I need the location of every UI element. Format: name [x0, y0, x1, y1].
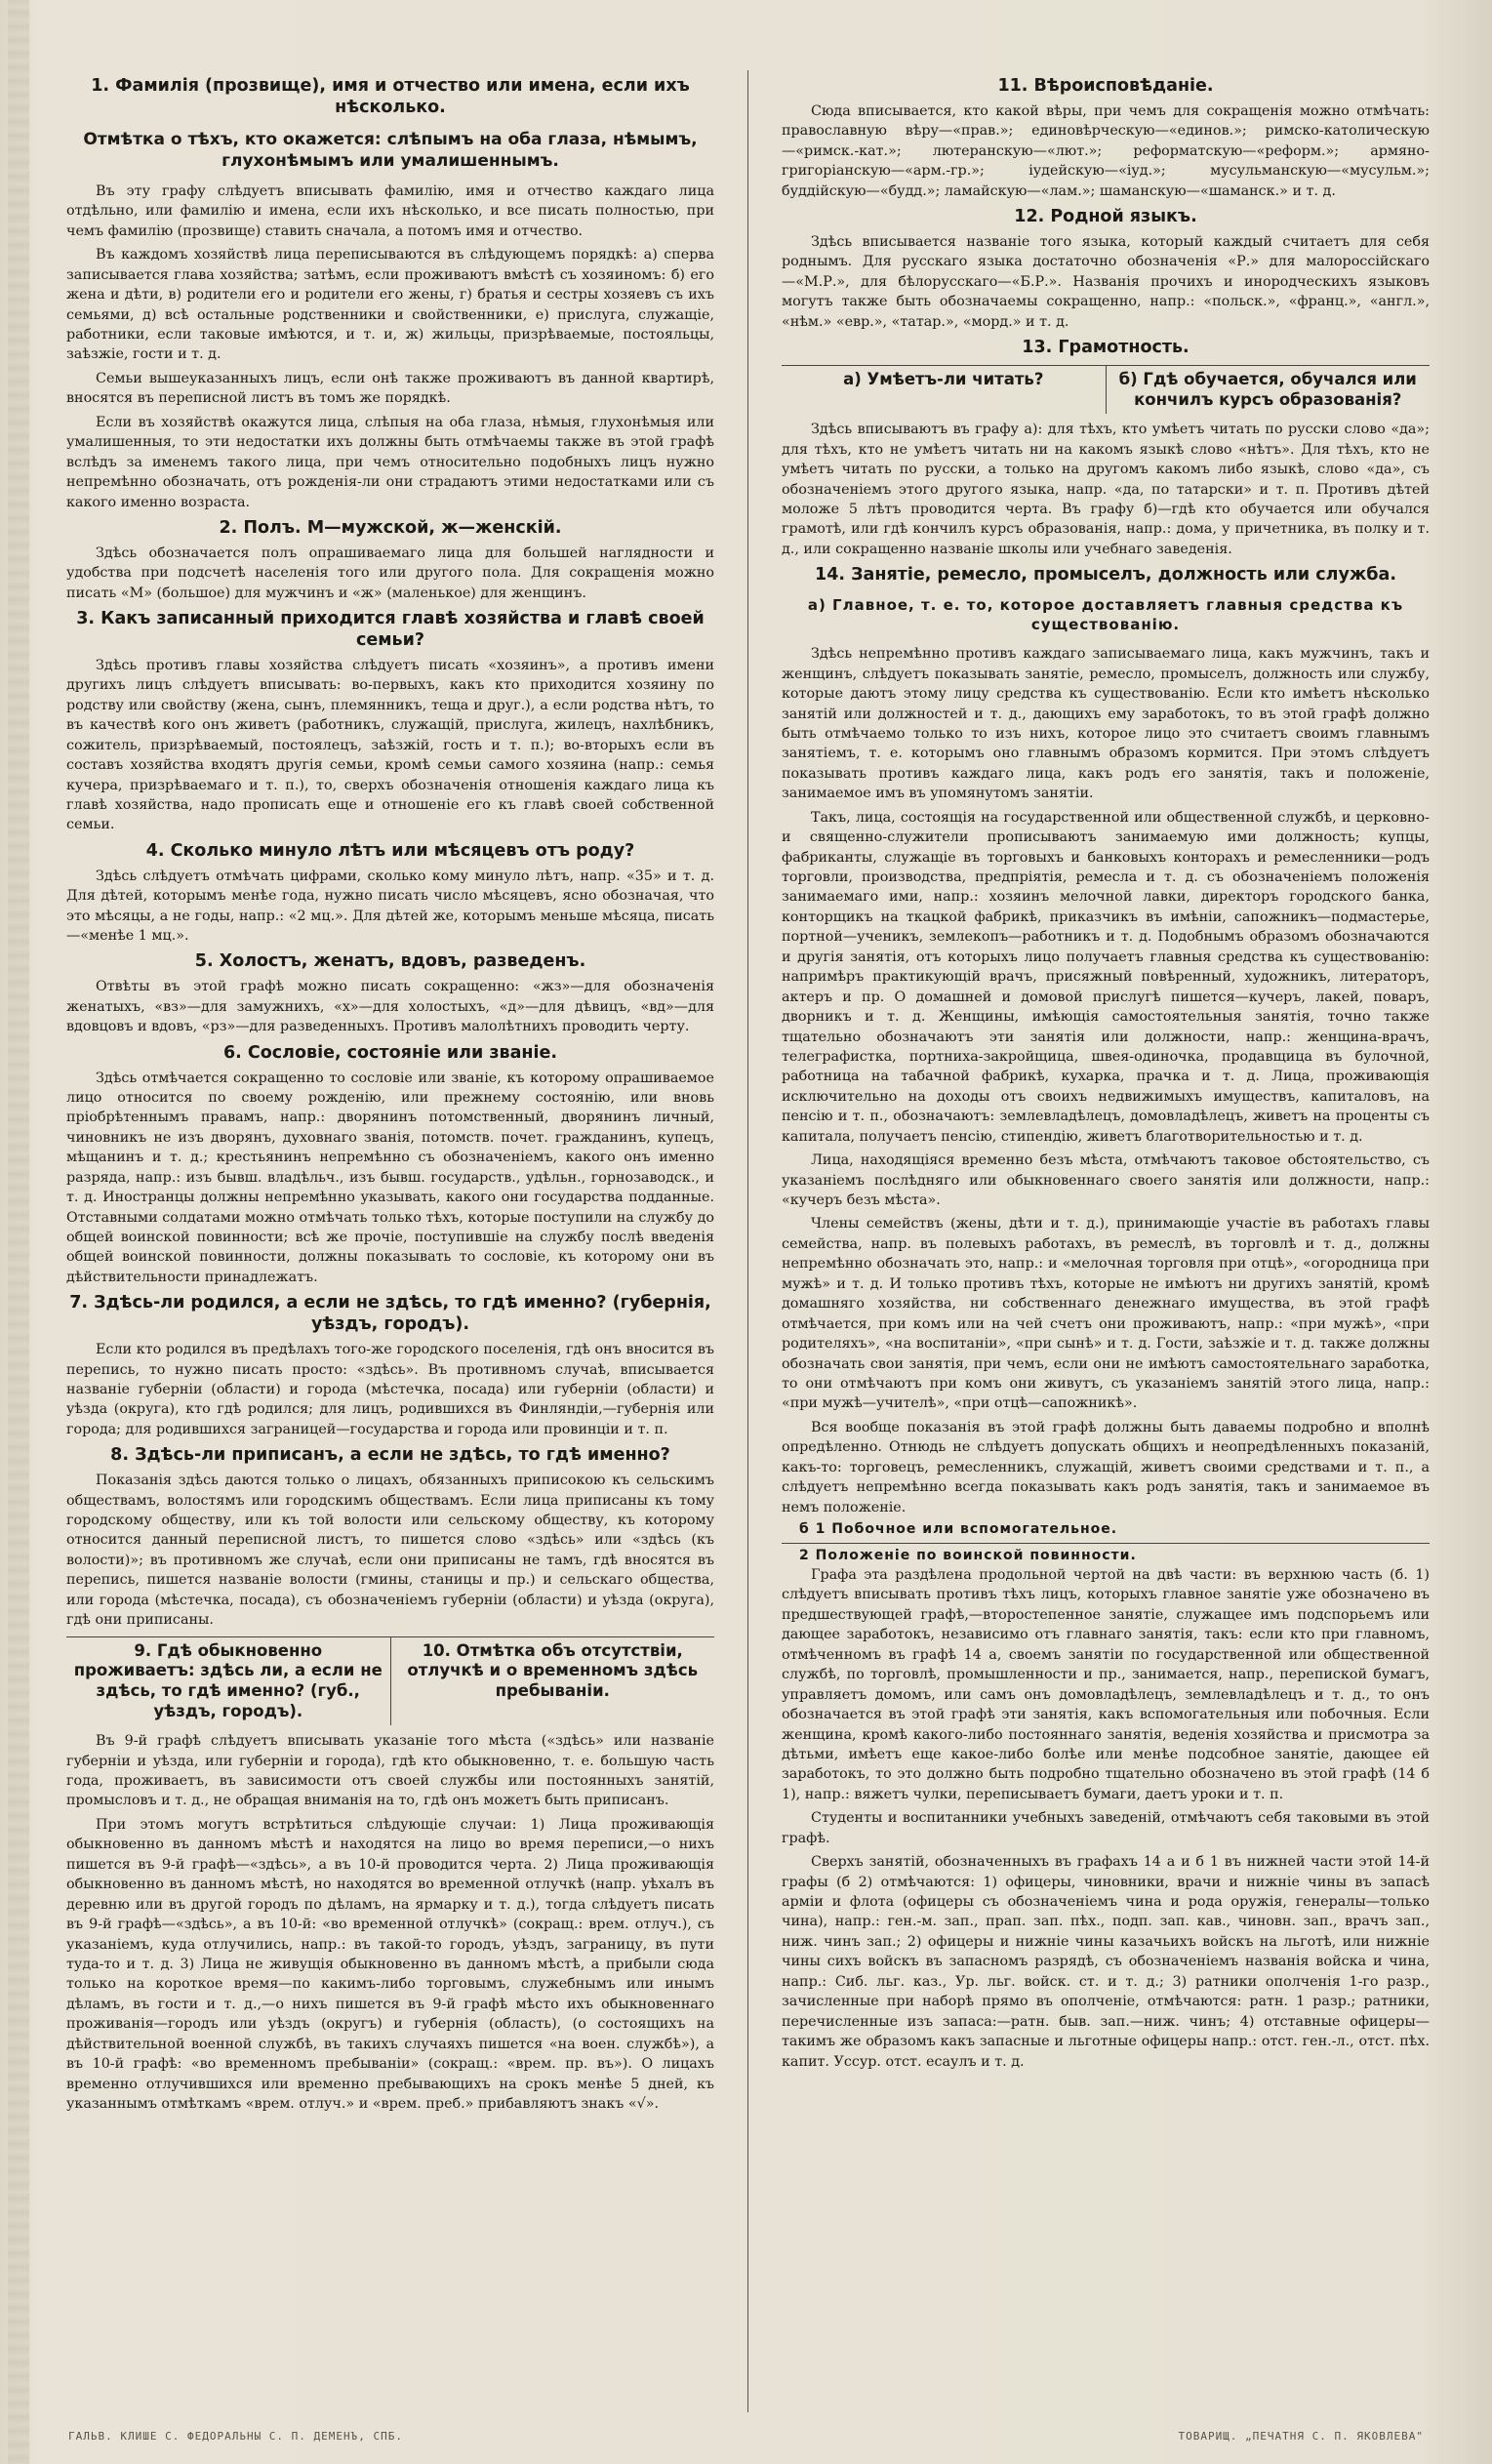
- paragraph: Сюда вписывается, кто какой вѣры, при чемъ для сокращенія можно отмѣчать: православную вѣру—«прав.»; единовѣрческую—«единов.»; римско-католическую—«римск.-кат.»; лютеранскую—«лют.»; реформатскую—«реформ.»; армяно-григоріанскую—«арм.-гр.»; іудейскую—«іуд.»; мусульманскую—«мусульм.»; буддійскую—«будд.»; ламайскую—«лам.»; шаманскую—«шаманск.» и т. д.: [782, 102, 1430, 199]
- paragraph: Вся вообще показанія въ этой графѣ должны быть даваемы подробно и вполнѣ опредѣленно. Отнюдь не слѣдуетъ допускать общихъ и неопредѣленныхъ показаній, какъ-то: торговецъ, ремесленникъ, служащій, живетъ своими средствами и т. п., а слѣдуетъ непремѣнно всегда показывать какъ родъ занятія, такъ и занимаемое въ немъ положеніе.: [782, 1419, 1430, 1515]
- paragraph: Отвѣты въ этой графѣ можно писать сокращенно: «жз»—для обозначенія женатыхъ, «вз»—для замужнихъ, «х»—для холостыхъ, «д»—для дѣвицъ, «вд»—для вдовцовъ и вдовъ, «рз»—для разведенныхъ. Противъ малолѣтнихъ проводить черту.: [66, 979, 714, 1035]
- paragraph: Здѣсь обозначается полъ опрашиваемаго лица для большей наглядности и удобства при подсчетѣ населенія того или другого пола. Для сокращенія можно писать «М» (большое) для мужчинъ и «ж» (маленькое) для женщинъ.: [66, 545, 714, 601]
- left-column: [66, 70, 714, 2412]
- section-12-title: 12. Родной языкъ.: [1014, 207, 1197, 227]
- section-1-title: 1. Фамилія (прозвище), имя и отчество или имена, если ихъ нѣсколько.: [91, 76, 690, 117]
- paragraph: Семьи вышеуказанныхъ лицъ, если онѣ также проживаютъ въ данной квартирѣ, вносятся въ переписной листъ въ томъ же порядкѣ.: [66, 370, 714, 407]
- paragraph: Если кто родился въ предѣлахъ того-же городского поселенія, гдѣ онъ вносится въ перепись, то нужно писать просто: «здѣсь». Въ противномъ случаѣ, вписывается названіе губерніи (области) и города (мѣстечка, посада) или губерніи (области) и уѣзда (округа), кто гдѣ родился; для лицъ, родившихся въ Финляндіи,—губернія или города; для родившихся заграницей—государства и города или провинціи и т. п.: [66, 1342, 714, 1437]
- section-4-title: 4. Сколько минуло лѣтъ или мѣсяцевъ отъ роду?: [145, 840, 635, 861]
- paragraph: Студенты и воспитанники учебныхъ заведеній, отмѣчаютъ себя таковыми въ этой графѣ.: [782, 1810, 1430, 1846]
- paragraph: Лица, находящіяся временно безъ мѣста, отмѣчаютъ таковое обстоятельство, съ указаніемъ послѣдняго или обыкновеннаго своего занятія или должности, напр.: «кучеръ безъ мѣста».: [782, 1152, 1430, 1208]
- paragraph: Сверхъ занятій, обозначенныхъ въ графахъ 14 а и б 1 въ нижней части этой 14-й графы (б 2) отмѣчаются: 1) офицеры, чиновники, врачи и нижніе чины въ запасѣ арміи и флота (офицеры съ обозначеніемъ чина и рода оружія, генералы—только чина), напр.: ген.-м. зап., прап. зап. пѣх., подп. зап. кав., чиновн. зап., врачъ зап., ниж. чинъ зап.; 2) офицеры и нижніе чины казачьихъ войскъ на льготѣ, или нижніе чины сихъ войскъ въ запасномъ разрядѣ, съ обозначеніемъ названія войска и чина, напр.: Сиб. льг. каз., Ур. льг. войск. ст. и т. д.; 3) ратники ополченія 1-го разр., зачисленные при наборѣ прямо въ ополченіе, отмѣчаются: ратн. 1 разр.; ратники, перечисленные изъ запаса:—ратн. быв. зап.—ниж. чинъ; 4) отставные офицеры—такимъ же образомъ какъ запасные и льготные офицеры напр.: отст. ген.-л., отст. пѣх. капит. Уссур. отст. есаулъ и т. д.: [782, 1854, 1430, 2070]
- section-2-title: 2. Полъ. М—мужской, ж—женскій.: [219, 517, 562, 538]
- paragraph: Члены семействъ (жены, дѣти и т. д.), принимающіе участіе въ работахъ главы семейства, напр. въ полевыхъ работахъ, въ ремеслѣ, въ торговлѣ и т. д., должны непремѣнно обозначать это, напр.: и «мелочная торговля при отцѣ», «огородница при мужѣ» и т. д. И только противъ тѣхъ, которые не имѣютъ ни другихъ занятій, кромѣ домашняго хозяйства, ни собственнаго денежнаго имущества, въ этой графѣ отмѣчается, при комъ или на чей счетъ они проживаютъ, напр.: «при мужѣ», «при родителяхъ», «на воспитаніи», «при сынѣ» и т. д. Гости, заѣзжіе и т. д. также должны обозначать свои занятія, при чемъ, если они не имѣютъ самостоятельнаго заработка, то они отмѣчаютъ при комъ они живутъ, съ указаніемъ занятій этого лица, напр.: «при мужѣ—учителѣ», «при отцѣ—сапожникѣ».: [782, 1216, 1430, 1412]
- section-13a-cell: [782, 366, 1106, 414]
- paragraph: Здѣсь вписываютъ въ графу а): для тѣхъ, кто умѣетъ читать по русски слово «да»; для тѣхъ, кто не умѣетъ читать ни на какомъ языкѣ слово «нѣтъ». Для тѣхъ, кто не умѣетъ читать по русски, а только на другомъ какомъ либо языкѣ, слово «да», съ обозначеніемъ этого другого языка, напр. «да, по татарски» и т. п. Противъ дѣтей моложе 5 лѣтъ проводится черта. Въ графу б)—гдѣ кто обучается или обучался грамотѣ, или гдѣ кончилъ курсъ образованія, напр.: дома, у причетника, въ полку и т. д., или сокращенно названіе школы или учебнаго заведенія.: [782, 422, 1430, 557]
- paragraph: Здѣсь непремѣнно противъ каждаго записываемаго лица, какъ мужчинъ, такъ и женщинъ, слѣдуетъ показывать занятіе, ремесло, промыселъ, должность или службу, которые даютъ этому лицу средства къ существованію. Если кто имѣетъ нѣсколько занятій или должностей и т. д., дающихъ ему заработокъ, то въ этой графѣ должно быть отмѣчаемо только то изъ нихъ, которое лицо это считаетъ своимъ главнымъ занятіемъ, т. е. которымъ оно главнымъ образомъ кормится. При этомъ слѣдуетъ показывать противъ каждаго лица, какъ родъ его занятія, такъ и положеніе, занимаемое имъ въ упомянутомъ занятіи.: [782, 646, 1430, 802]
- section-10-header-cell: [390, 1637, 715, 1726]
- imprint-left: ГАЛЬВ. КЛИШЕ С. ФЕДОРАЛЬНЫ С. П. ДЕМЕНЪ, СПБ.: [68, 2430, 404, 2443]
- paragraph: Въ каждомъ хозяйствѣ лица переписываются въ слѣдующемъ порядкѣ: а) сперва записывается глава хозяйства; затѣмъ, если проживаютъ вмѣстѣ съ хозяиномъ: б) его жена и дѣти, в) родители его и родители его жены, г) братья и сестры хозяевъ съ ихъ семьями, д) всѣ остальные родственники и свойственники, е) прислуга, служащіе, работники, если таковые имѣются, и т. и, ж) жильцы, призрѣваемые, постояльцы, заѣзжіе, гости и т. д.: [66, 247, 714, 363]
- paragraph: Въ 9-й графѣ слѣдуетъ вписывать указаніе того мѣста («здѣсь» или названіе губерніи и уѣзда, или губерніи и города), гдѣ кто обыкновенно, т. е. большую часть года, проживаетъ, въ зависимости отъ своей службы или постоянныхъ занятій, промысловъ и т. д., не обращая вниманія на то, гдѣ онъ можетъ быть приписанъ.: [66, 1733, 714, 1809]
- paragraph: Въ эту графу слѣдуетъ вписывать фамилію, имя и отчество каждаго лица отдѣльно, или фамилію и имена, если ихъ нѣсколько, и все писать полностью, при чемъ фамилію (прозвище) ставить сначала, а потомъ имя и отчество.: [66, 182, 714, 239]
- section-13b-title: б) Гдѣ обучается, обучался или кончилъ курсъ образованія?: [1118, 370, 1417, 409]
- paragraph: Здѣсь противъ главы хозяйства слѣдуетъ писать «хозяинъ», а противъ имени другихъ лицъ слѣдуетъ вписывать: во-первыхъ, какъ кто приходится хозяину по родству или свойству (жена, сынъ, племянникъ, теща и друг.), а если родства нѣтъ, то въ качествѣ кого онъ живетъ (работникъ, служащій, прислуга, жилецъ, нахлѣбникъ, сожитель, призрѣваемый, постоялецъ, заѣзжій, гость и т. п.); во-вторыхъ если въ составъ хозяйства входятъ другія семьи, кромѣ семьи самого хозяина (напр.: семья кучера, призрѣваемаго и т. п.), то, сверхъ обозначенія отношенія каждаго лица къ главѣ хозяйства, надо прописать еще и отношеніе его къ главѣ своей собственной семьи.: [66, 657, 714, 833]
- section-10-title: 10. Отмѣтка объ отсутствіи, отлучкѣ и о временномъ здѣсь пребываніи.: [407, 1640, 699, 1700]
- paragraph: Показанія здѣсь даются только о лицахъ, обязанныхъ приписокою къ сельскимъ обществамъ, волостямъ или городскимъ обществамъ. Если лица приписаны къ тому городскому обществу, или къ той волости или сельскому обществу, къ которому относится данный переписной листъ, то пишется слово «здѣсь» или «здѣсь (къ волости)»; въ противномъ же случаѣ, если они приписаны не тамъ, гдѣ вносятся въ перепись, пишется названіе волости (гмины, станицы и пр.) и сельскаго общества, или города (мѣстечка, посада), съ обозначеніемъ губерніи (области) и уѣзда (округа), гдѣ они приписаны.: [66, 1473, 714, 1629]
- imprint-right: ТОВАРИЩ. „ПЕЧАТНЯ С. П. ЯКОВЛЕВА": [1178, 2430, 1424, 2443]
- section-14a-subtitle: а) Главное, т. е. то, которое доставляетъ главныя средства къ существованію.: [807, 596, 1404, 633]
- section-9-title: 9. Гдѣ обыкновенно проживаетъ: здѣсь ли, а если не здѣсь, то гдѣ именно? (губ., уѣздъ, городъ).: [73, 1640, 383, 1720]
- section-14b2-title: 2 Положеніе по воинской повинности.: [799, 1548, 1137, 1563]
- paragraph: При этомъ могутъ встрѣтиться слѣдующіе случаи: 1) Лица проживающія обыкновенно въ данномъ мѣстѣ и находятся на лицо во время переписи,—о нихъ пишется въ 9-й графѣ—«здѣсь», а въ 10-й проводится черта. 2) Лица проживающія обыкновенно въ данномъ мѣстѣ, но находятся во временной отлучкѣ (напр. уѣхалъ въ деревню или въ другой городъ по дѣламъ, на ярмарку и т. д.), тогда слѣдуетъ писать въ 9-й графѣ—«здѣсь», а въ 10-й: «во временной отлучкѣ» (сокращ.: врем. отлуч.), съ указаніемъ, куда отлучились, напр.: въ такой-то городъ, уѣздъ, заграницу, въ пути туда-то и т. д. 3) Лица не живущія обыкновенно въ данномъ мѣстѣ, а прибыли сюда только на короткое время—по какимъ-либо торговымъ, служебнымъ или инымъ дѣламъ, въ гости и т. д.,—о нихъ пишется въ 9-й графѣ мѣсто ихъ обыкновеннаго проживанія—городъ или уѣздъ (округъ) и губернія (область), (о состоящихъ на дѣйствительной военной службѣ, въ такихъ случаяхъ пишется «на воен. службѣ»), а въ 10-й графѣ: «во временномъ пребываніи» (сокращ.: «врем. пр. въ»). О лицахъ временно отлучившихся или временно пребывающихъ на срокъ менѣе 5 дней, къ указаннымъ отмѣткамъ «врем. отлуч.» и «врем. преб.» прибавляютъ знакъ «√».: [66, 1816, 714, 2112]
- section-14b-divider: [782, 1543, 1430, 1544]
- columns: [47, 70, 1430, 2412]
- page-fold-shadow: [8, 0, 29, 2464]
- section-1-subtitle: Отмѣтка о тѣхъ, кто окажется: слѣпымъ на оба глаза, нѣмымъ, глухонѣмымъ или умалишеннымъ.: [83, 129, 698, 171]
- section-7-title: 7. Здѣсь-ли родился, а если не здѣсь, то гдѣ именно? (губернія, уѣздъ, городъ).: [69, 1293, 711, 1335]
- section-13b-cell: [1106, 366, 1431, 414]
- section-8-title: 8. Здѣсь-ли приписанъ, а если не здѣсь, то гдѣ именно?: [110, 1445, 670, 1466]
- right-column: [782, 70, 1430, 2412]
- section-6-title: 6. Сословіе, состояніе или званіе.: [223, 1042, 557, 1063]
- paragraph: Если въ хозяйствѣ окажутся лица, слѣпыя на оба глаза, нѣмыя, глухонѣмыя или умалишенныя, то эти недостатки ихъ должны быть отмѣчаемы также въ этой графѣ вслѣдъ за именемъ такого лица, при чемъ относительно подобныхъ лицъ нужно непремѣнно обозначать, отъ рожденія-ли они страдаютъ этими недостатками или съ какого именно возраста.: [66, 414, 714, 510]
- section-9-header-cell: [66, 1637, 390, 1726]
- paragraph: Такъ, лица, состоящія на государственной или общественной службѣ, и церковно- и священно-служители прописываютъ занимаемую ими должность; купцы, фабриканты, служащіе въ торговыхъ и банковыхъ конторахъ и ремесленники—родъ торговли, производства, предпріятія, ремесла и т. д. съ обозначеніемъ положенія занимаемаго ими, напр.: хозяинъ мелочной лавки, директоръ городского банка, конторщикъ на ткацкой фабрикѣ, приказчикъ въ имѣніи, сапожникъ—подмастерье, портной—ученикъ, землекопъ—работникъ и т. д. Подобнымъ образомъ обозначаются и другія занятія, отъ которыхъ лицо получаетъ главныя средства къ существованію: напримѣръ практикующій врачъ, присяжный повѣренный, художникъ, литераторъ, актеръ и пр. О домашней и домовой прислугѣ пишется—кучеръ, лакей, поваръ, дворникъ и т. д. Женщины, имѣющія самостоятельныя занятія, точно также тщательно обозначаютъ эти занятія или должности, напр.: женщина-врачъ, телеграфистка, портниха-закройщица, швея-одиночка, продавщица въ булочной, работница на табачной фабрикѣ, кухарка, прачка и т. д. Лица, проживающія исключительно на доходы отъ своихъ недвижимыхъ имуществъ, капиталовъ, на пенсію и т. п., обозначаютъ: землевладѣлецъ, домовладѣлецъ, живетъ на проценты съ капитала, получаетъ пенсію, стипендію, живетъ благотворительностью и т. д.: [782, 809, 1430, 1145]
- section-11-title: 11. Вѣроисповѣданіе.: [997, 76, 1214, 96]
- section-3-title: 3. Какъ записанный приходится главѣ хозяйства и главѣ своей семьи?: [76, 609, 705, 650]
- section-14-title: 14. Занятіе, ремесло, промыселъ, должность или служба.: [815, 565, 1396, 586]
- section-13-subheader: [782, 365, 1430, 414]
- column-divider: [747, 70, 748, 2412]
- section-5-title: 5. Холостъ, женатъ, вдовъ, разведенъ.: [194, 951, 586, 972]
- paragraph: Здѣсь вписывается названіе того языка, который каждый считаетъ для себя роднымъ. Для русскаго языка достаточно обозначенія «Р.» для малороссійскаго—«М.Р.», для бѣлорусскаго—«Б.Р.». Названія прочихъ и инородческихъ языковъ могутъ также быть обозначаемы сокращенно, напр.: «польск.», «франц.», «англ.», «нѣм.» «евр.», «татар.», «морд.» и т. д.: [782, 233, 1430, 330]
- section-14b1-title: б 1 Побочное или вспомогательное.: [799, 1521, 1118, 1537]
- paragraph: Здѣсь слѣдуетъ отмѣчать цифрами, сколько кому минуло лѣтъ, напр. «35» и т. д. Для дѣтей, которымъ менѣе года, нужно писать число мѣсяцевъ, ясно обозначая, что это мѣсяцы, а не годы, напр.: «2 мц.». Для дѣтей же, которымъ меньше мѣсяца, писать—«менѣе 1 мц.».: [66, 868, 714, 944]
- section-9-10-header: [66, 1636, 714, 1726]
- section-13-title: 13. Грамотность.: [1022, 338, 1190, 358]
- printer-imprint: [68, 2430, 1424, 2443]
- paragraph: Здѣсь отмѣчается сокращенно то сословіе или званіе, къ которому опрашиваемое лицо относится по своему рожденію, или прежнему состоянію, или вновь пріобрѣтеннымъ правамъ, напр.: дворянинъ потомственный, дворянинъ личный, чиновникъ не изъ дворянъ, духовнаго званія, потомств. почет. гражданинъ, купецъ, мѣщанинъ и т. д.; крестьянинъ непремѣнно съ обозначеніемъ, какого онъ именно разряда, напр.: изъ бывш. владѣльч., изъ бывш. государств., удѣльн., горнозаводск., и т. д. Иностранцы должны непремѣнно указывать, какого они государства подданные. Отставными солдатами можно отмѣчать только тѣхъ, которые поступили на службу до общей воинской повинности; всѣ же прочіе, поступившіе на службу послѣ введенія общей воинской повинности, должны показывать то сословіе, къ которому они въ дѣйствительности принадлежатъ.: [66, 1070, 714, 1285]
- section-13a-title: а) Умѣетъ-ли читать?: [843, 370, 1044, 388]
- paragraph: Графа эта раздѣлена продольной чертой на двѣ части: въ верхнюю часть (б. 1) слѣдуетъ вписывать противъ тѣхъ лицъ, которыхъ главное занятіе уже обозначено въ предшествующей графѣ,—второстепенное занятіе, служащее имъ подспорьемъ или дающее заработокъ, независимо отъ главнаго занятія, такъ: если кто при главномъ, отмѣченномъ въ графѣ 14 а, своемъ занятіи по государственной или общественной службѣ, по торговлѣ, промышленности и пр., занимается, напр., перепиской бумагъ, управляетъ домомъ, или самъ онъ домовладѣлецъ, землевладѣлецъ и т. д., то онъ обозначается въ этой графѣ эти занятія, какъ вспомогательныя или побочныя. Если женщина, кромѣ какого-либо постояннаго занятія, веденія хозяйства и присмотра за дѣтьми, имѣетъ еще какое-либо болѣе или менѣе подсобное занятіе, дающее ей заработокъ, то это должно быть подробно тщательно обозначено въ этой графѣ (14 б 1), напр.: вяжетъ чулки, переписываетъ бумаги, даетъ уроки и т. п.: [782, 1567, 1430, 1802]
